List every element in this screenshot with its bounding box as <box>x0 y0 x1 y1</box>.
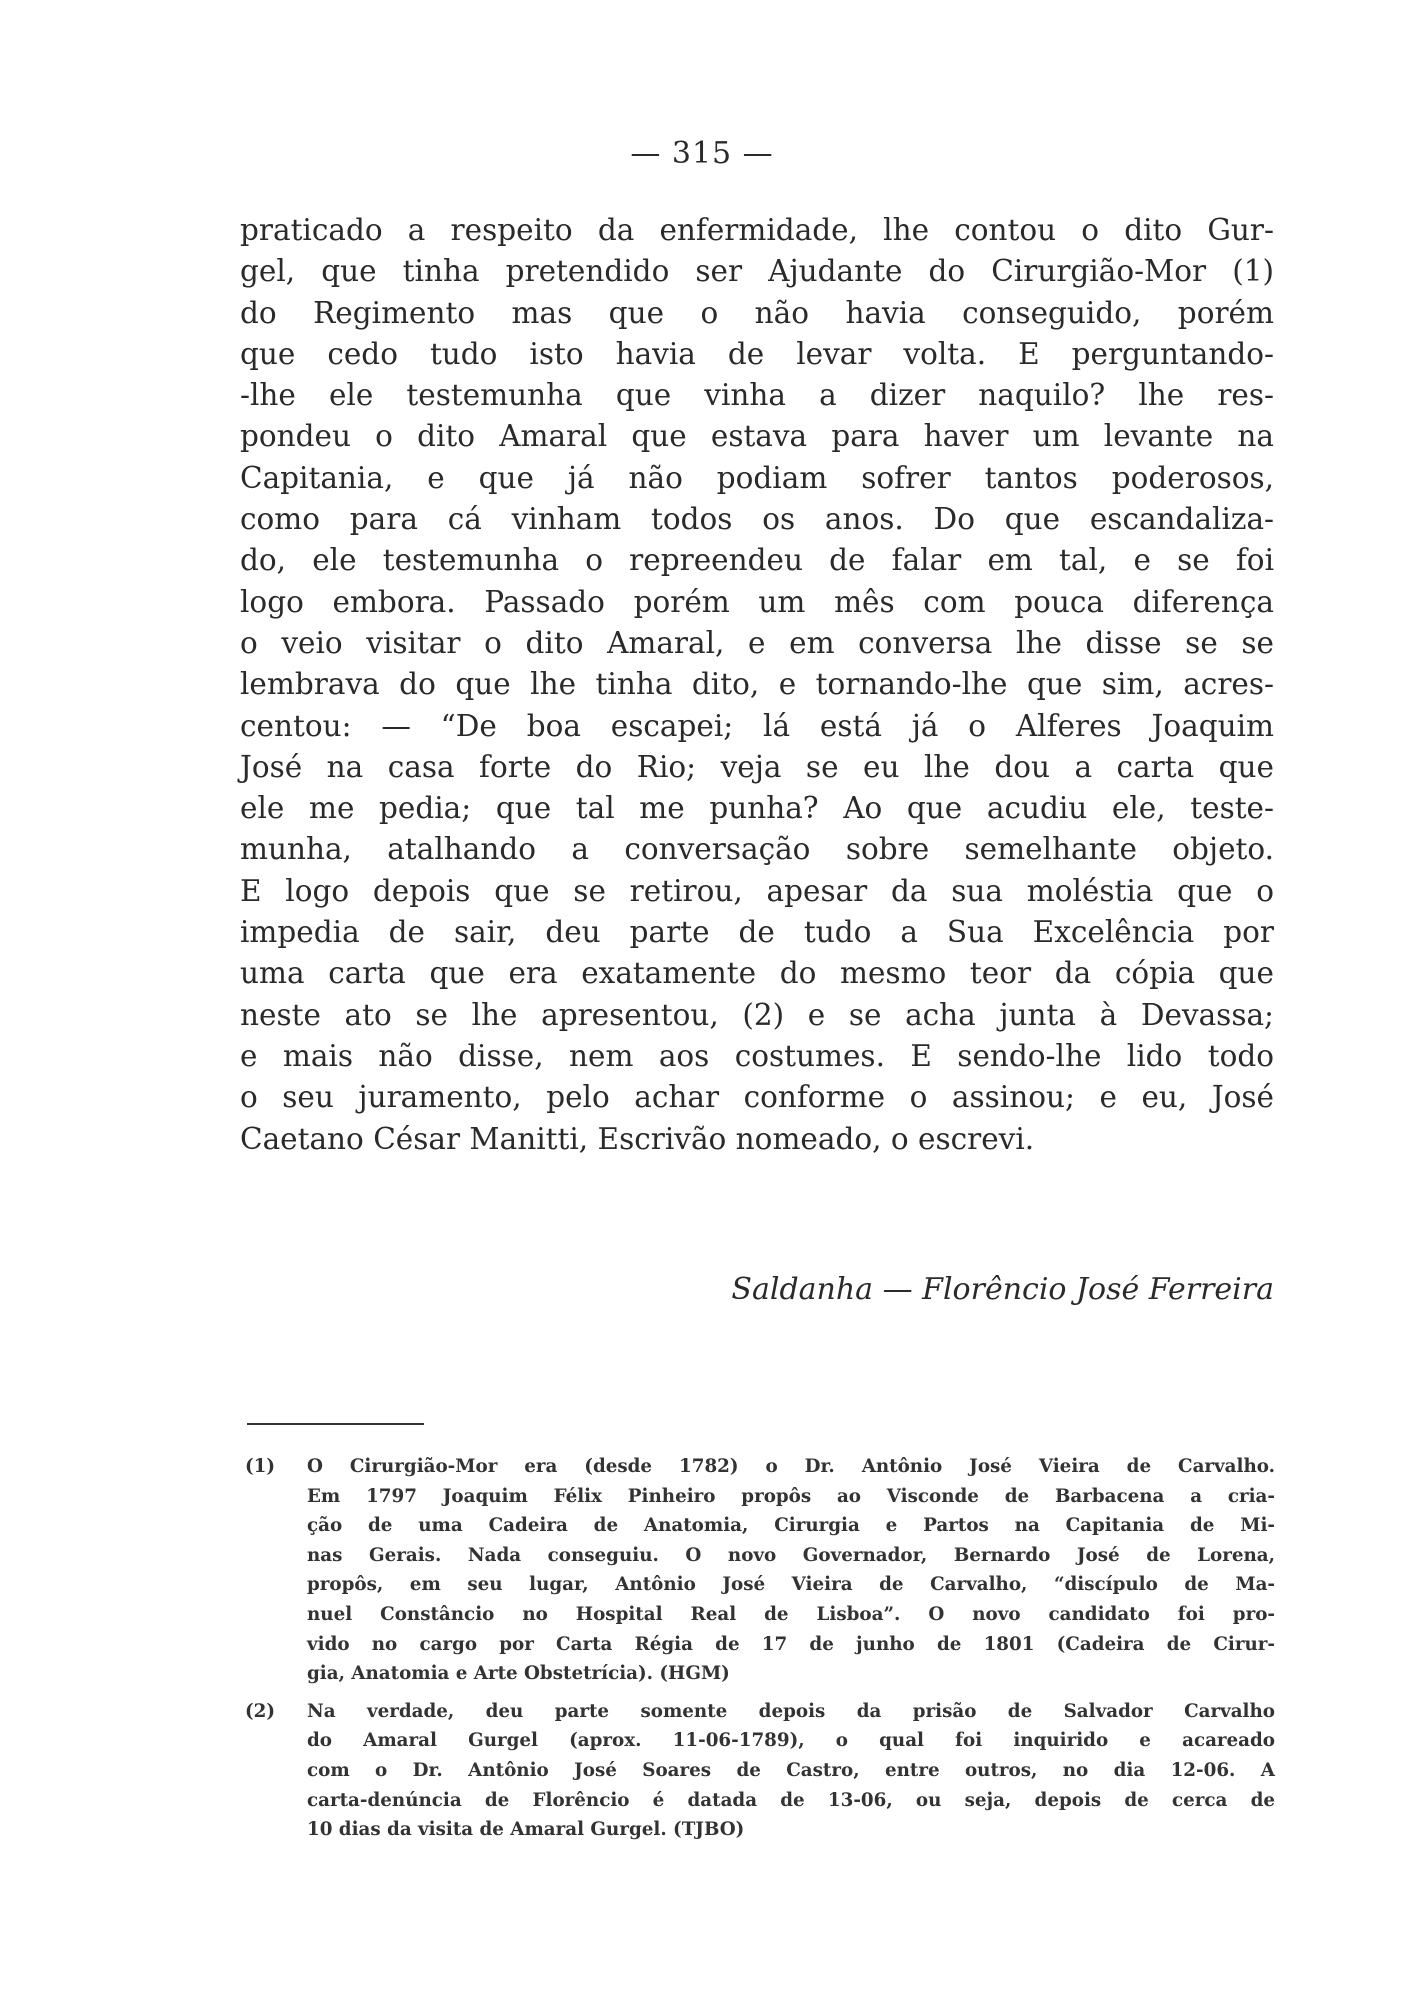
body-line: uma carta que era exatamente do mesmo teor da cópia que <box>240 956 1274 991</box>
body-line: centou: — “De boa escapei; lá está já o Alferes Joaquim <box>240 708 1274 743</box>
body-line: José na casa forte do Rio; veja se eu lhe dou a carta que <box>240 749 1274 784</box>
body-line: praticado a respeito da enfermidade, lhe contou o dito Gur- <box>240 213 1274 247</box>
footnote-line: vido no cargo por Carta Régia de 17 de junho de 1801 (Cadeira de Cirur- <box>307 1633 1275 1655</box>
body-line: que cedo tudo isto havia de levar volta. E perguntando- <box>240 336 1274 371</box>
body-line: Caetano César Manitti, Escrivão nomeado, o escrevi. <box>240 1121 1035 1156</box>
body-line: como para cá vinham todos os anos. Do que escandaliza- <box>240 502 1274 537</box>
footnote-rule <box>247 1423 424 1425</box>
footnote-line: carta-denúncia de Florêncio é datada de 13-06, ou seja, depois de cerca de <box>307 1789 1275 1811</box>
footnote-line: nas Gerais. Nada conseguiu. O novo Governador, Bernardo José de Lorena, <box>307 1544 1275 1566</box>
footnote-line: propôs, em seu lugar, Antônio José Vieira de Carvalho, “discípulo de Ma- <box>307 1574 1275 1596</box>
footnote-line: nuel Constâncio no Hospital Real de Lisboa”. O novo candidato foi pro- <box>307 1603 1275 1625</box>
body-line: logo embora. Passado porém um mês com pouca diferença <box>240 584 1274 619</box>
body-line: e mais não disse, nem aos costumes. E sendo-lhe lido todo <box>240 1038 1274 1073</box>
footnote-line: 10 dias da visita de Amaral Gurgel. (TJBO) <box>307 1819 745 1841</box>
footnote-line: Em 1797 Joaquim Félix Pinheiro propôs ao Visconde de Barbacena a cria- <box>307 1485 1275 1507</box>
body-line: o veio visitar o dito Amaral, e em conversa lhe disse se se <box>240 625 1274 660</box>
footnote-1 <box>245 1452 1275 1689</box>
body-line: munha, atalhando a conversação sobre semelhante objeto. <box>240 832 1274 867</box>
body-line: pondeu o dito Amaral que estava para haver um levante na <box>240 419 1274 454</box>
footnote-line: do Amaral Gurgel (aprox. 11-06-1789), o qual foi inquirido e acareado <box>307 1730 1275 1752</box>
footnote-2 <box>245 1697 1275 1845</box>
body-line: neste ato se lhe apresentou, (2) e se acha junta à Devassa; <box>240 997 1274 1032</box>
page-number: — 315 — <box>630 136 774 171</box>
body-line: gel, que tinha pretendido ser Ajudante do Cirurgião-Mor (1) <box>240 254 1274 289</box>
body-line: ele me pedia; que tal me punha? Ao que acudiu ele, teste- <box>240 791 1274 826</box>
footnote-line: Na verdade, deu parte somente depois da prisão de Salvador Carvalho <box>307 1700 1275 1722</box>
body-line: do Regimento mas que o não havia conseguido, porém <box>240 295 1274 330</box>
footnote-line: O Cirurgião-Mor era (desde 1782) o Dr. Antônio José Vieira de Carvalho. <box>307 1456 1275 1477</box>
body-text <box>240 210 1274 1160</box>
body-line: do, ele testemunha o repreendeu de falar em tal, e se foi <box>240 543 1274 578</box>
body-line: -lhe ele testemunha que vinha a dizer naquilo? lhe res- <box>240 378 1274 413</box>
footnote-marker: (1) <box>245 1456 276 1477</box>
footnotes <box>245 1452 1275 1853</box>
body-line: lembrava do que lhe tinha dito, e tornando-lhe que sim, acres- <box>240 667 1274 702</box>
body-line: impedia de sair, deu parte de tudo a Sua Excelência por <box>240 915 1274 950</box>
footnote-line: com o Dr. Antônio José Soares de Castro, entre outros, no dia 12-06. A <box>307 1759 1275 1781</box>
body-line: Capitania, e que já não podiam sofrer tantos poderosos, <box>240 460 1274 495</box>
footnote-line: ção de uma Cadeira de Anatomia, Cirurgia e Partos na Capitania de Mi- <box>307 1515 1275 1537</box>
body-line: o seu juramento, pelo achar conforme o assinou; e eu, José <box>240 1080 1274 1115</box>
signature: Saldanha — Florêncio José Ferreira <box>731 1272 1274 1307</box>
body-line: E logo depois que se retirou, apesar da sua moléstia que o <box>240 873 1274 908</box>
footnote-line: gia, Anatomia e Arte Obstetrícia). (HGM) <box>307 1663 730 1685</box>
footnote-marker: (2) <box>245 1700 276 1722</box>
